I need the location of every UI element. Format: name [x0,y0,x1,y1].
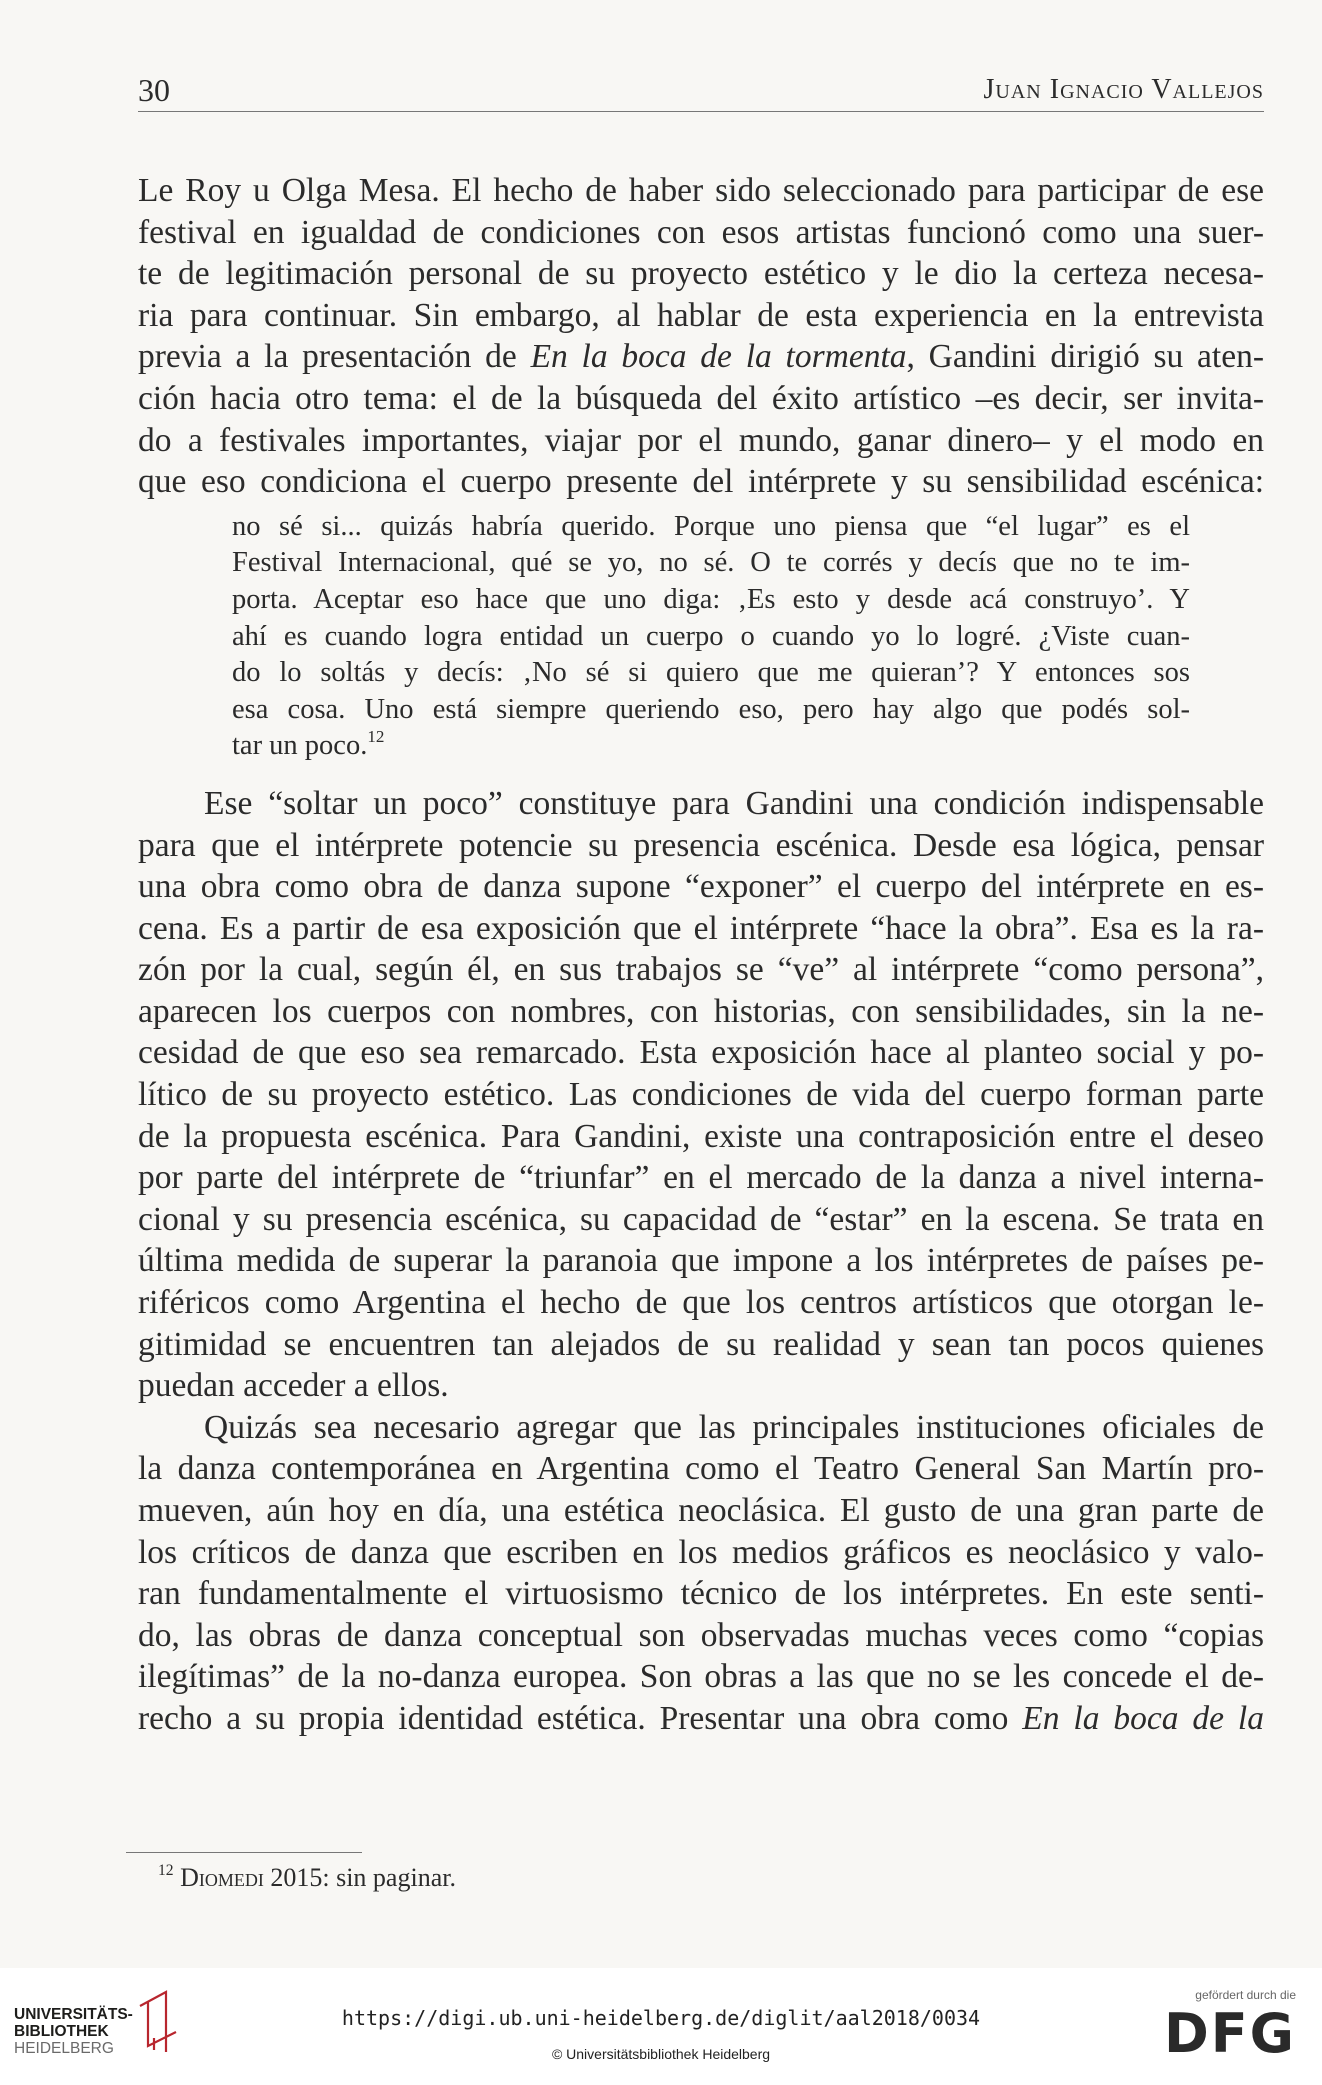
text-line: ran fundamentalmente el virtuosismo técnico de los intérpretes. En este senti- [138,1575,1264,1613]
text-line: puedan acceder a ellos. [138,1367,449,1405]
dfg-logo: DFG [1163,2002,1296,2065]
quote-line: porta. Aceptar eso hace que uno diga: ‚Es esto y desde acá construyo’. Y [232,583,1190,615]
header-rule [138,111,1264,112]
paragraph-2-continued [138,825,1264,1407]
text-line: la danza contemporánea en Argentina como el Teatro General San Martín pro- [138,1450,1264,1488]
block-quote [232,509,1190,765]
paragraph-2 [138,783,1264,825]
text-line: por parte del intérprete de “triunfar” en el mercado de la danza a nivel interna- [138,1159,1264,1197]
footnote-number: 12 [158,1862,174,1880]
text-run: recho a su propia identidad estética. Presentar una obra como [138,1699,1023,1737]
text-line: do, las obras de danza conceptual son observadas muchas veces como “copias [138,1616,1264,1654]
text-line [138,336,1264,378]
footnote-reference: 12 [367,727,385,747]
text-run: previa a la presentación de [138,338,531,376]
text-line: una obra como obra de danza supone “exponer” el cuerpo del intérprete en es- [138,868,1264,906]
paragraph-3-continued [138,1448,1264,1739]
work-title: En la boca de la [1022,1699,1264,1737]
text-line: riféricos como Argentina el hecho de que los centros artísticos que otorgan le- [138,1284,1264,1322]
quote-line: ahí es cuando logra entidad un cuerpo o cuando yo lo logré. ¿Viste cuan- [232,620,1190,652]
main-text [138,170,1264,1740]
text-line: ria para continuar. Sin embargo, al hablar de esta experiencia en la entrevista [138,296,1264,334]
text-line: ción hacia otro tema: el de la búsqueda del éxito artístico –es decir, ser invita- [138,379,1264,417]
text-line: de la propuesta escénica. Para Gandini, existe una contraposición entre el deseo [138,1117,1264,1155]
quote-line: no sé si... quizás habría querido. Porque uno piensa que “el lugar” es el [232,510,1190,542]
paragraph-3 [138,1407,1264,1449]
digitization-footer [0,1968,1322,2085]
text-line: los críticos de danza que escriben en los medios gráficos es neoclásico y valo- [138,1533,1264,1571]
text-line: que eso condiciona el cuerpo presente del intérprete y su sensibilidad escénica: [138,463,1264,501]
text-line: para que el intérprete potencie su presencia escénica. Desde esa lógica, pensar [138,826,1264,864]
paragraph-1 [138,170,1264,503]
running-head-author: Juan Ignacio Vallejos [983,74,1264,105]
footnote [158,1863,456,1893]
text-line: cesidad de que eso sea remarcado. Esta exposición hace al planteo social y po- [138,1034,1264,1072]
footnote-text: 2015: sin paginar. [263,1863,456,1892]
quote-line: Festival Internacional, qué se yo, no sé. O te corrés y decís que no te im- [232,547,1190,579]
library-logo: UNIVERSITÄTS- BIBLIOTHEK HEIDELBERG [14,2006,133,2057]
page-number: 30 [138,72,170,108]
text-line: festival en igualdad de condiciones con esos artistas funcionó como una suer- [138,213,1264,251]
text-line: Le Roy u Olga Mesa. El hecho de haber sido seleccionado para participar de ese [138,172,1264,209]
text-line: te de legitimación personal de su proyecto estético y le dio la certeza necesa- [138,255,1264,293]
footnote-rule [126,1852,362,1853]
text-line: ilegítimas” de la no-danza europea. Son obras a las que no se les concede el de- [138,1658,1264,1696]
text-line: do a festivales importantes, viajar por el mundo, ganar dinero– y el modo en [138,421,1264,459]
permalink[interactable]: https://digi.ub.uni-heidelberg.de/diglit/aal2018/0034 [341,2006,981,2030]
text-line: Ese “soltar un poco” constituye para Gandini una condición indispensable [204,784,1264,822]
text-line: Quizás sea necesario agregar que las principales instituciones oficiales de [204,1408,1264,1446]
copyright-notice: © Universitätsbibliothek Heidelberg [551,2046,771,2062]
work-title: En la boca de la tormenta [530,338,907,376]
text-run: , Gandini dirigió su aten- [906,338,1264,376]
text-line: mueven, aún hoy en día, una estética neoclásica. El gusto de una gran parte de [138,1492,1264,1529]
quote-line: do lo soltás y decís: ‚No sé si quiero que me quieran’? Y entonces sos [232,657,1190,689]
quote-line [232,728,1190,765]
funding-note: gefördert durch die [1195,1988,1296,2002]
running-header [138,72,1264,112]
text-line: cional y su presencia escénica, su capacidad de “estar” en la escena. Se trata en [138,1200,1264,1238]
text-line: gitimidad se encuentren tan alejados de su realidad y sean tan pocos quienes [138,1325,1264,1363]
quote-line: esa cosa. Uno está siempre queriendo eso, pero hay algo que podés sol- [232,693,1190,725]
text-line: cena. Es a partir de esa exposición que el intérprete “hace la obra”. Esa es la ra- [138,909,1264,947]
text-line [138,1698,1264,1740]
text-run: tar un poco. [232,730,368,762]
text-line: zón por la cual, según él, en sus trabajos se “ve” al intérprete “como persona”, [138,951,1264,989]
footnote-author: Diomedi [180,1863,264,1892]
text-line: lítico de su proyecto estético. Las condiciones de vida del cuerpo forman parte [138,1076,1264,1114]
text-line: aparecen los cuerpos con nombres, con historias, con sensibilidades, sin la ne- [138,992,1264,1030]
text-line: última medida de superar la paranoia que impone a los intérpretes de países pe- [138,1242,1264,1280]
